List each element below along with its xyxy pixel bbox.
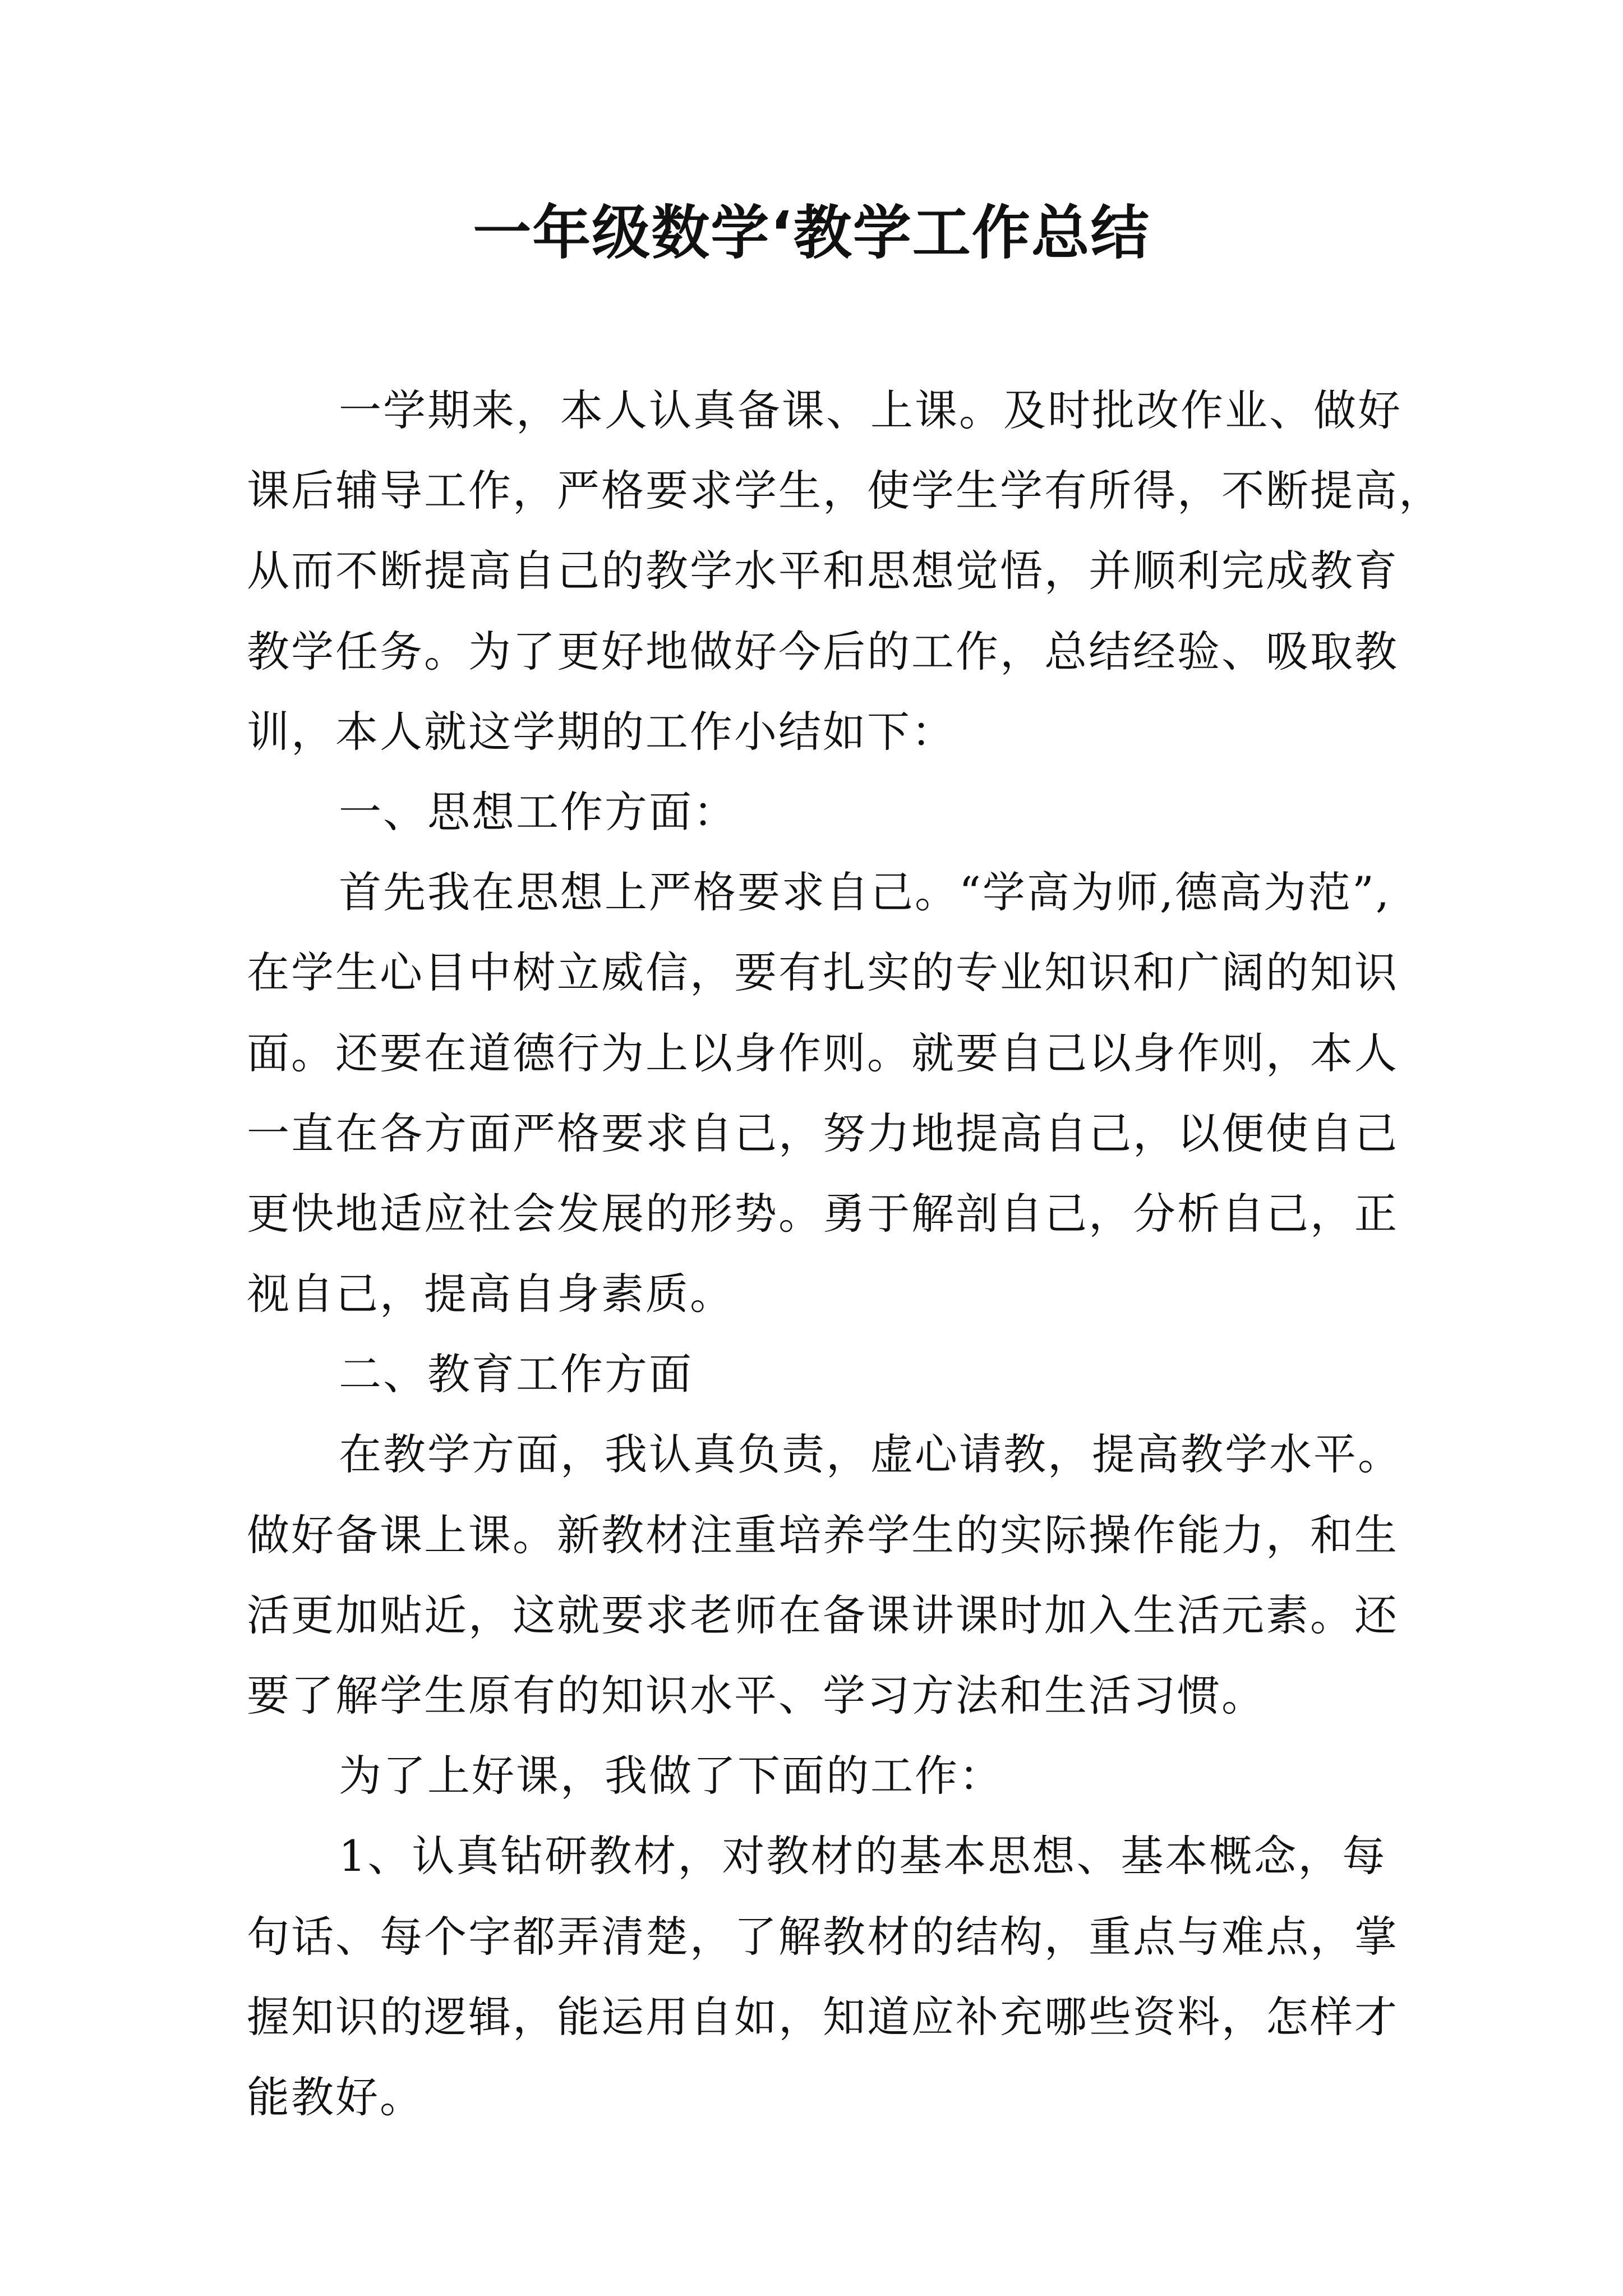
paragraph-line: 在教学方面，我认真负责，虚心请教，提高教学水平。 [339,1429,1402,1480]
paragraph-line: 一直在各方面严格要求自己，努力地提高自己，以便使自己 [247,1108,1399,1158]
document-title: 一年级数学‘教学工作总结 [473,199,1150,267]
paragraph-line: 为了上好课，我做了下面的工作： [339,1751,1003,1801]
paragraph-line: 教学任务。为了更好地做好今后的工作，总结经验、吸取教 [247,626,1399,677]
list-item-line: 1、认真钻研教材，对教材的基本思想、基本概念，每 [339,1831,1387,1881]
paragraph-line: 要了解学生原有的知识水平、学习方法和生活习惯。 [247,1671,1266,1720]
paragraph-line: 更快地适应社会发展的形势。勇于解剖自己，分析自己，正 [247,1188,1399,1239]
paragraph-line: 视自己，提高自身素质。 [247,1269,734,1319]
section-heading: 一、思想工作方面： [339,786,737,837]
list-item-line: 能教好。 [247,2072,424,2122]
document-body [247,370,1443,2137]
list-item-line: 句话、每个字都弄清楚，了解教材的结构，重点与难点，掌 [247,1911,1399,1962]
paragraph-line: 在学生心目中树立威信，要有扎实的专业知识和广阔的知识 [247,947,1399,998]
paragraph-line: 训，本人就这学期的工作小结如下： [247,706,956,757]
list-item-line: 握知识的逻辑，能运用自如，知道应补充哪些资料，怎样才 [247,1991,1399,2042]
paragraph-line: 活更加贴近，这就要求老师在备课讲课时加入生活元素。还 [247,1590,1399,1640]
paragraph-line: 一学期来，本人认真备课、上课。及时批改作业、做好 [339,385,1402,435]
paragraph-line: 课后辅导工作，严格要求学生，使学生学有所得，不断提高， [247,466,1443,516]
section-heading: 二、教育工作方面 [339,1349,693,1400]
paragraph-line: 面。还要在道德行为上以身作则。就要自己以身作则，本人 [247,1028,1399,1078]
paragraph-line: 首先我在思想上严格要求自己。“学高为师,德高为范”, [339,867,1391,918]
paragraph-line: 从而不断提高自己的教学水平和思想觉悟，并顺利完成教育 [247,546,1399,596]
paragraph-line: 做好备课上课。新教材注重培养学生的实际操作能力，和生 [247,1510,1399,1560]
